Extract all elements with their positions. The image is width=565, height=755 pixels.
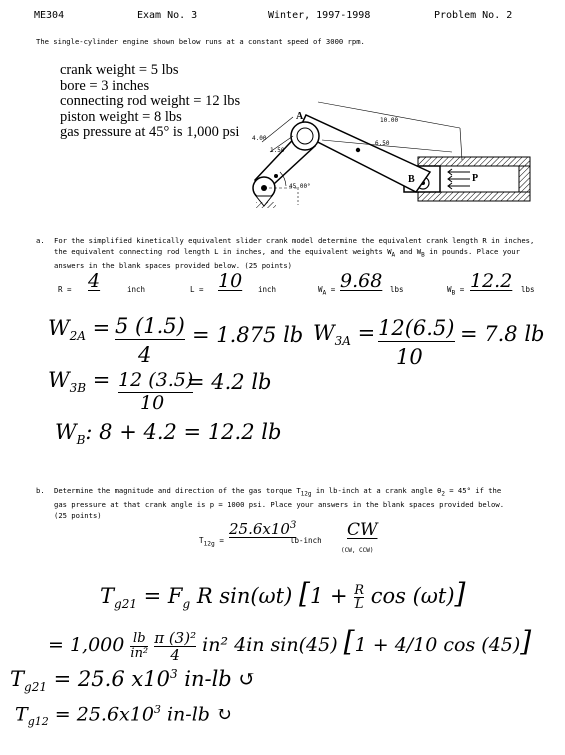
- part-b-letter: b.: [36, 486, 45, 495]
- dim-rod-length: 10.00: [380, 117, 399, 124]
- dim-crank-inner: 1.50: [270, 147, 285, 154]
- torque-label: $T_{12g}$ =: [199, 536, 224, 548]
- given-bore: bore = 3 inches: [60, 77, 150, 94]
- part-a-line2: the equivalent connecting rod length L in inches, and the equivalent weights $W_A$ and $W_B$ in pounds. Place your: [54, 247, 520, 259]
- given-rod-weight: connecting rod weight = 12 lbs: [60, 93, 241, 109]
- torque-eq2: = 1,000 $\frac{lb}{\text{in²}}$ $\frac{\text{π (3)²}}{4}$ in² 4in sin(45) [1 + 4/10 cos (45)]: [48, 625, 532, 664]
- part-a-text: [54, 235, 534, 271]
- given-piston-weight: piston weight = 8 lbs: [60, 108, 182, 125]
- wa-unit: lbs: [390, 285, 404, 294]
- w2a-result: = 1.875 lb: [192, 323, 304, 347]
- label-a: A: [296, 111, 304, 122]
- r-unit: inch: [127, 285, 146, 294]
- w3a-result: = 7.8 lb: [460, 322, 545, 346]
- wa-label: $W_A$ =: [318, 285, 336, 297]
- given-gas-pressure: gas pressure at 45° is 1,000 psi: [60, 124, 240, 140]
- w3b-result: = 4.2 lb: [187, 370, 272, 394]
- given-crank-weight: crank weight = 5 lbs: [60, 62, 179, 78]
- direction-hint: (CW, CCW): [341, 547, 374, 554]
- w3a-den: 10: [396, 345, 423, 369]
- l-unit: inch: [258, 285, 277, 294]
- w3a-num: 12(6.5): [378, 316, 455, 340]
- part-b-line3: (25 points): [54, 511, 102, 521]
- r-label: R =: [58, 285, 72, 294]
- dim-rod-cg: 6.50: [375, 140, 390, 147]
- l-label: L =: [190, 285, 204, 294]
- w3b-num: 12 (3.5): [118, 369, 194, 391]
- pressure-arrows: [448, 169, 470, 189]
- wb-sum: $W_B$: 8 + 4.2 = 12.2 lb: [55, 420, 282, 448]
- w3b-den: 10: [140, 392, 165, 414]
- label-p: P: [472, 173, 479, 184]
- l-answer[interactable]: 10: [218, 270, 243, 292]
- torque-eq3: $T_{g21} = 25.6$ $x10^3$ in-lb ↺: [10, 667, 257, 695]
- torque-answer[interactable]: $25.6x10^3$: [229, 520, 297, 538]
- w2a-lhs: $W_{2A}$ =: [48, 316, 111, 344]
- direction-answer[interactable]: CW: [347, 520, 378, 540]
- wa-answer[interactable]: 9.68: [340, 270, 383, 292]
- wb-unit: lbs: [521, 285, 535, 294]
- w3a-lhs: $W_{3A}$ =: [313, 321, 376, 349]
- term: Winter, 1997-1998: [268, 10, 371, 21]
- torque-unit: lb-inch: [290, 536, 322, 545]
- torque-eq1: $T_{g21} = F_g$ R sin(ωt) [1 + $\frac{R}{L}$ cos (ωt)]: [100, 577, 466, 612]
- intro-text: The single-cylinder engine shown below runs at a constant speed of 3000 rpm.: [36, 37, 365, 46]
- part-b-line1: Determine the magnitude and direction of the gas torque $T_{12g}$ in lb-inch at a crank angle $\theta_2 = 45^\circ$ if the: [54, 486, 502, 498]
- dim-angle: 45.00°: [289, 183, 311, 190]
- part-a-letter: a.: [36, 236, 45, 245]
- w2a-den: 4: [138, 343, 152, 367]
- course-code: ME304: [34, 10, 65, 21]
- part-a-line3: answers in the blank spaces provided below. (25 points): [54, 261, 292, 271]
- w2a-num: 5 (1.5): [115, 314, 185, 338]
- wb-answer[interactable]: 12.2: [470, 270, 513, 292]
- label-b: B: [408, 174, 415, 185]
- dim-crank-outer: 4.00: [252, 135, 267, 142]
- problem-number: Problem No. 2: [434, 10, 513, 21]
- r-answer[interactable]: 4: [88, 270, 101, 292]
- part-b-text: [54, 485, 504, 521]
- exam-number: Exam No. 3: [137, 10, 198, 21]
- w3b-lhs: $W_{3B}$ =: [48, 368, 111, 396]
- torque-eq4: $T_{g12} = 25.6x10^3$ in-lb ↻: [15, 703, 232, 729]
- ground-support: [256, 196, 276, 208]
- part-b-line2: gas pressure at that crank angle is p = 1000 psi. Place your answers in the blank spaces provided below.: [54, 500, 505, 510]
- part-a-line1: For the simplified kinetically equivalent slider crank model determine the equivalent crank length R in inches,: [54, 236, 535, 245]
- wb-label: $W_B$ =: [447, 285, 465, 297]
